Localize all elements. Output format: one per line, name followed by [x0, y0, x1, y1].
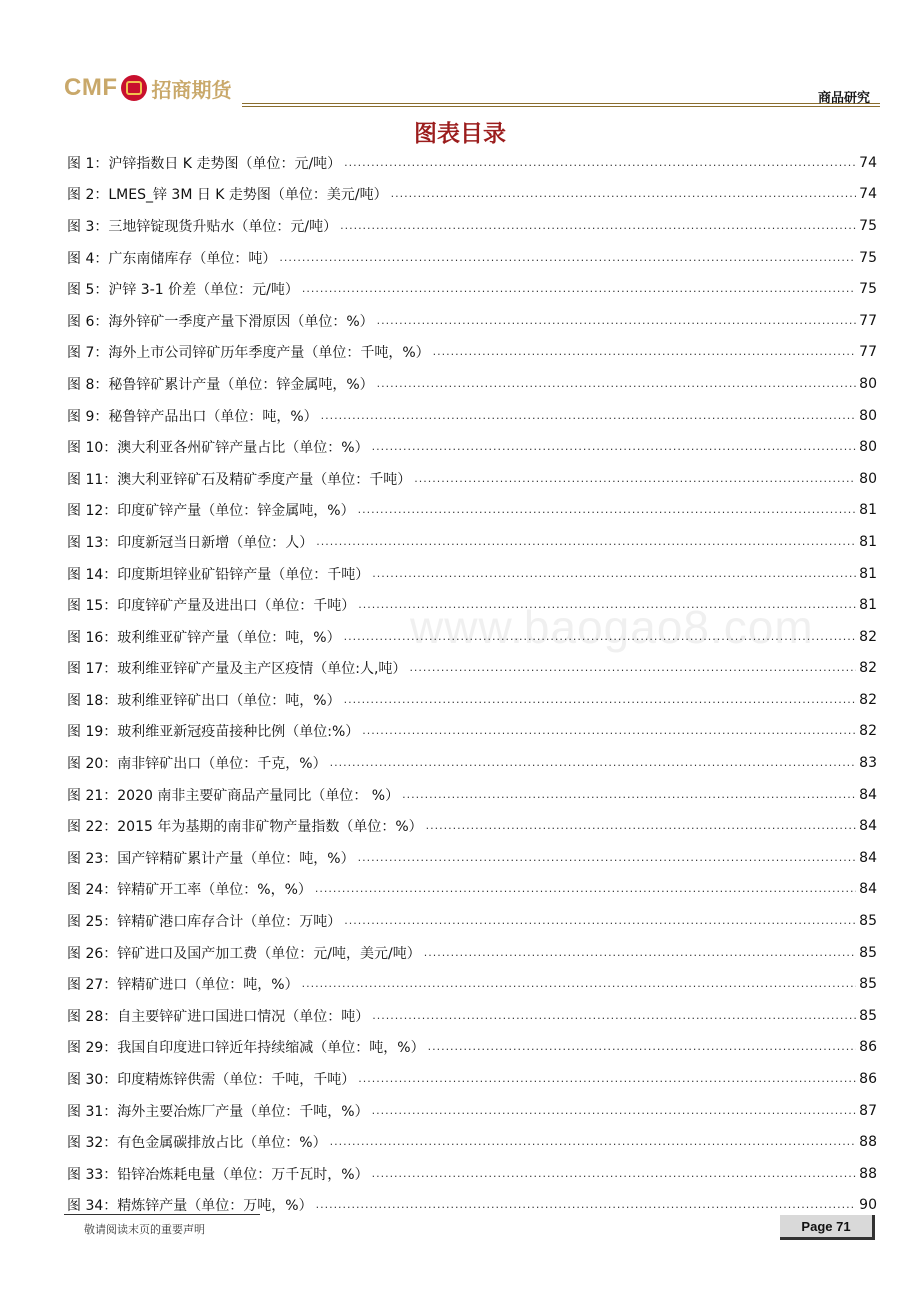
toc-entry-label: 图 3：三地锌锭现货升贴水（单位：元/吨） [67, 218, 338, 235]
toc-entry-page: 85 [859, 913, 877, 930]
toc-entry[interactable] [67, 400, 877, 432]
logo-chinese-text: 招商期货 [151, 77, 232, 102]
toc-entry-label: 图 15：印度锌矿产量及进出口（单位：千吨） [67, 598, 356, 615]
page-number-badge: Page 71 [780, 1215, 875, 1240]
toc-entry[interactable] [67, 1190, 877, 1222]
toc-entry-page: 86 [859, 1039, 877, 1056]
toc-entry-page: 82 [859, 723, 877, 740]
toc-entry[interactable] [67, 273, 877, 305]
toc-entry[interactable] [67, 621, 877, 653]
toc-dot-leader [424, 946, 856, 960]
toc-entry-page: 82 [859, 660, 877, 677]
toc-dot-leader [358, 1072, 856, 1086]
toc-dot-leader [372, 440, 857, 454]
toc-entry-label: 图 9：秘鲁锌产品出口（单位：吨，%） [67, 408, 318, 425]
toc-entry-label: 图 22：2015 年为基期的南非矿物产量指数（单位：%） [67, 819, 423, 836]
toc-entry[interactable] [67, 716, 877, 748]
toc-entry-page: 84 [859, 818, 877, 835]
toc-entry-page: 81 [859, 597, 877, 614]
toc-entry[interactable] [67, 1126, 877, 1158]
toc-entry[interactable] [67, 684, 877, 716]
toc-entry[interactable] [67, 1032, 877, 1064]
toc-entry-page: 80 [859, 439, 877, 456]
toc-dot-leader [372, 567, 856, 581]
toc-dot-leader [316, 1198, 857, 1212]
page-header [64, 72, 880, 106]
toc-entry[interactable] [67, 305, 877, 337]
toc-entry-page: 82 [859, 691, 877, 708]
toc-entry-label: 图 33：铅锌冶炼耗电量（单位：万千瓦时，%） [67, 1166, 369, 1183]
toc-entry-label: 图 8：秘鲁锌矿累计产量（单位：锌金属吨，%） [67, 376, 374, 393]
toc-entry-page: 82 [859, 628, 877, 645]
toc-entry[interactable] [67, 1158, 877, 1190]
toc-entry-label: 图 7：海外上市公司锌矿历年季度产量（单位：千吨，%） [67, 345, 430, 362]
toc-entry-page: 85 [859, 1007, 877, 1024]
toc-entry[interactable] [67, 842, 877, 874]
toc-entry[interactable] [67, 242, 877, 274]
header-divider-secondary [242, 106, 880, 107]
toc-entry-page: 80 [859, 470, 877, 487]
toc-entry[interactable] [67, 558, 877, 590]
toc-dot-leader [344, 914, 856, 928]
toc-dot-leader [372, 1009, 856, 1023]
toc-entry-label: 图 11：澳大利亚锌矿石及精矿季度产量（单位：千吨） [67, 471, 412, 488]
toc-entry-label: 图 28：自主要锌矿进口国进口情况（单位：吨） [67, 1008, 370, 1025]
toc-entry-page: 81 [859, 502, 877, 519]
toc-entry-page: 84 [859, 881, 877, 898]
toc-entry[interactable] [67, 1095, 877, 1127]
toc-entry-label: 图 29：我国自印度进口锌近年持续缩减（单位：吨，%） [67, 1040, 425, 1057]
toc-dot-leader [426, 819, 857, 833]
toc-list [67, 147, 877, 1221]
toc-entry-page: 83 [859, 755, 877, 772]
toc-dot-leader [321, 409, 857, 423]
toc-entry-label: 图 16：玻利维亚矿锌产量（单位：吨，%） [67, 629, 341, 646]
toc-entry-page: 80 [859, 407, 877, 424]
toc-dot-leader [358, 851, 857, 865]
toc-dot-leader [279, 251, 856, 265]
toc-entry-page: 74 [859, 186, 877, 203]
toc-dot-leader [377, 314, 857, 328]
toc-entry-label: 图 4：广东南储库存（单位：吨） [67, 250, 277, 267]
toc-entry-label: 图 25：锌精矿港口库存合计（单位：万吨） [67, 914, 342, 931]
logo-latin-text: CMF [64, 74, 118, 101]
toc-entry[interactable] [67, 368, 877, 400]
toc-entry-page: 84 [859, 786, 877, 803]
toc-entry-page: 75 [859, 217, 877, 234]
toc-entry-label: 图 24：锌精矿开工率（单位：%，%） [67, 882, 312, 899]
toc-entry-page: 81 [859, 565, 877, 582]
toc-entry[interactable] [67, 874, 877, 906]
toc-entry-label: 图 20：南非锌矿出口（单位：千克，%） [67, 756, 327, 773]
toc-dot-leader [372, 1167, 857, 1181]
toc-dot-leader [402, 788, 856, 802]
toc-entry-page: 85 [859, 944, 877, 961]
toc-dot-leader [316, 535, 856, 549]
toc-entry[interactable] [67, 937, 877, 969]
toc-dot-leader [344, 630, 857, 644]
footer-divider [64, 1214, 260, 1215]
toc-entry-label: 图 18：玻利维亚锌矿出口（单位：吨，%） [67, 692, 341, 709]
toc-entry[interactable] [67, 1000, 877, 1032]
toc-entry-page: 88 [859, 1134, 877, 1151]
watermark: www.baogao8.com [410, 601, 814, 653]
toc-entry[interactable] [67, 747, 877, 779]
toc-dot-leader [433, 345, 857, 359]
page-title: 图表目录 [414, 121, 506, 147]
toc-entry[interactable] [67, 337, 877, 369]
toc-entry-page: 77 [859, 344, 877, 361]
toc-entry-page: 75 [859, 249, 877, 266]
toc-entry[interactable] [67, 431, 877, 463]
toc-dot-leader [340, 219, 856, 233]
toc-entry-page: 81 [859, 533, 877, 550]
toc-entry-label: 图 5：沪锌 3-1 价差（单位：元/吨） [67, 282, 299, 299]
toc-dot-leader [391, 187, 857, 201]
toc-entry[interactable] [67, 463, 877, 495]
toc-entry-label: 图 2：LMES_锌 3M 日 K 走势图（单位：美元/吨） [67, 187, 388, 204]
company-logo [64, 72, 231, 104]
toc-entry-page: 90 [859, 1197, 877, 1214]
toc-entry-page: 87 [859, 1102, 877, 1119]
footer-disclaimer: 敬请阅读末页的重要声明 [84, 1223, 205, 1236]
toc-dot-leader [344, 156, 856, 170]
header-divider [242, 103, 880, 104]
toc-entry[interactable] [67, 653, 877, 685]
toc-entry[interactable] [67, 779, 877, 811]
toc-entry-label: 图 26：锌矿进口及国产加工费（单位：元/吨，美元/吨） [67, 945, 421, 962]
toc-entry-label: 图 34：精炼锌产量（单位：万吨，%） [67, 1198, 313, 1215]
toc-entry-label: 图 13：印度新冠当日新增（单位：人） [67, 534, 314, 551]
toc-dot-leader [377, 377, 857, 391]
toc-dot-leader [358, 598, 856, 612]
toc-entry-page: 88 [859, 1165, 877, 1182]
toc-entry-label: 图 10：澳大利亚各州矿锌产量占比（单位：%） [67, 440, 369, 457]
toc-entry-page: 84 [859, 849, 877, 866]
toc-entry[interactable] [67, 905, 877, 937]
toc-entry-page: 74 [859, 154, 877, 171]
toc-entry-label: 图 6：海外锌矿一季度产量下滑原因（单位：%） [67, 313, 374, 330]
toc-dot-leader [372, 1104, 857, 1118]
toc-dot-leader [315, 882, 856, 896]
toc-entry[interactable] [67, 526, 877, 558]
toc-entry-page: 75 [859, 281, 877, 298]
toc-entry[interactable] [67, 147, 877, 179]
toc-dot-leader [330, 756, 857, 770]
toc-dot-leader [362, 724, 856, 738]
toc-entry-label: 图 17：玻利维亚锌矿产量及主产区疫情（单位:人,吨） [67, 661, 407, 678]
toc-entry-page: 85 [859, 976, 877, 993]
toc-entry-label: 图 23：国产锌精矿累计产量（单位：吨，%） [67, 850, 355, 867]
toc-entry-page: 86 [859, 1071, 877, 1088]
logo-badge-icon [121, 75, 147, 101]
toc-entry[interactable] [67, 495, 877, 527]
toc-entry-label: 图 30：印度精炼锌供需（单位：千吨，千吨） [67, 1072, 356, 1089]
toc-entry-label: 图 32：有色金属碳排放占比（单位：%） [67, 1135, 327, 1152]
toc-entry-label: 图 21：2020 南非主要矿商品产量同比（单位： %） [67, 787, 400, 804]
toc-dot-leader [409, 661, 856, 675]
toc-dot-leader [302, 282, 856, 296]
toc-entry[interactable] [67, 968, 877, 1000]
toc-dot-leader [358, 503, 857, 517]
section-label: 商品研究 [817, 91, 870, 106]
toc-entry[interactable] [67, 589, 877, 621]
toc-dot-leader [344, 693, 857, 707]
toc-dot-leader [302, 977, 857, 991]
toc-entry-label: 图 14：印度斯坦锌业矿铅锌产量（单位：千吨） [67, 566, 370, 583]
toc-entry[interactable] [67, 810, 877, 842]
toc-dot-leader [428, 1040, 857, 1054]
toc-entry-label: 图 12：印度矿锌产量（单位：锌金属吨，%） [67, 503, 355, 520]
toc-entry-page: 77 [859, 312, 877, 329]
toc-entry[interactable] [67, 179, 877, 211]
toc-entry[interactable] [67, 210, 877, 242]
toc-entry-label: 图 31：海外主要冶炼厂产量（单位：千吨，%） [67, 1103, 369, 1120]
toc-dot-leader [330, 1135, 857, 1149]
toc-entry[interactable] [67, 1063, 877, 1095]
toc-entry-label: 图 1：沪锌指数日 K 走势图（单位：元/吨） [67, 155, 342, 172]
toc-entry-label: 图 19：玻利维亚新冠疫苗接种比例（单位:%） [67, 724, 360, 741]
toc-dot-leader [414, 472, 856, 486]
toc-entry-page: 80 [859, 375, 877, 392]
toc-entry-label: 图 27：锌精矿进口（单位：吨，%） [67, 977, 299, 994]
